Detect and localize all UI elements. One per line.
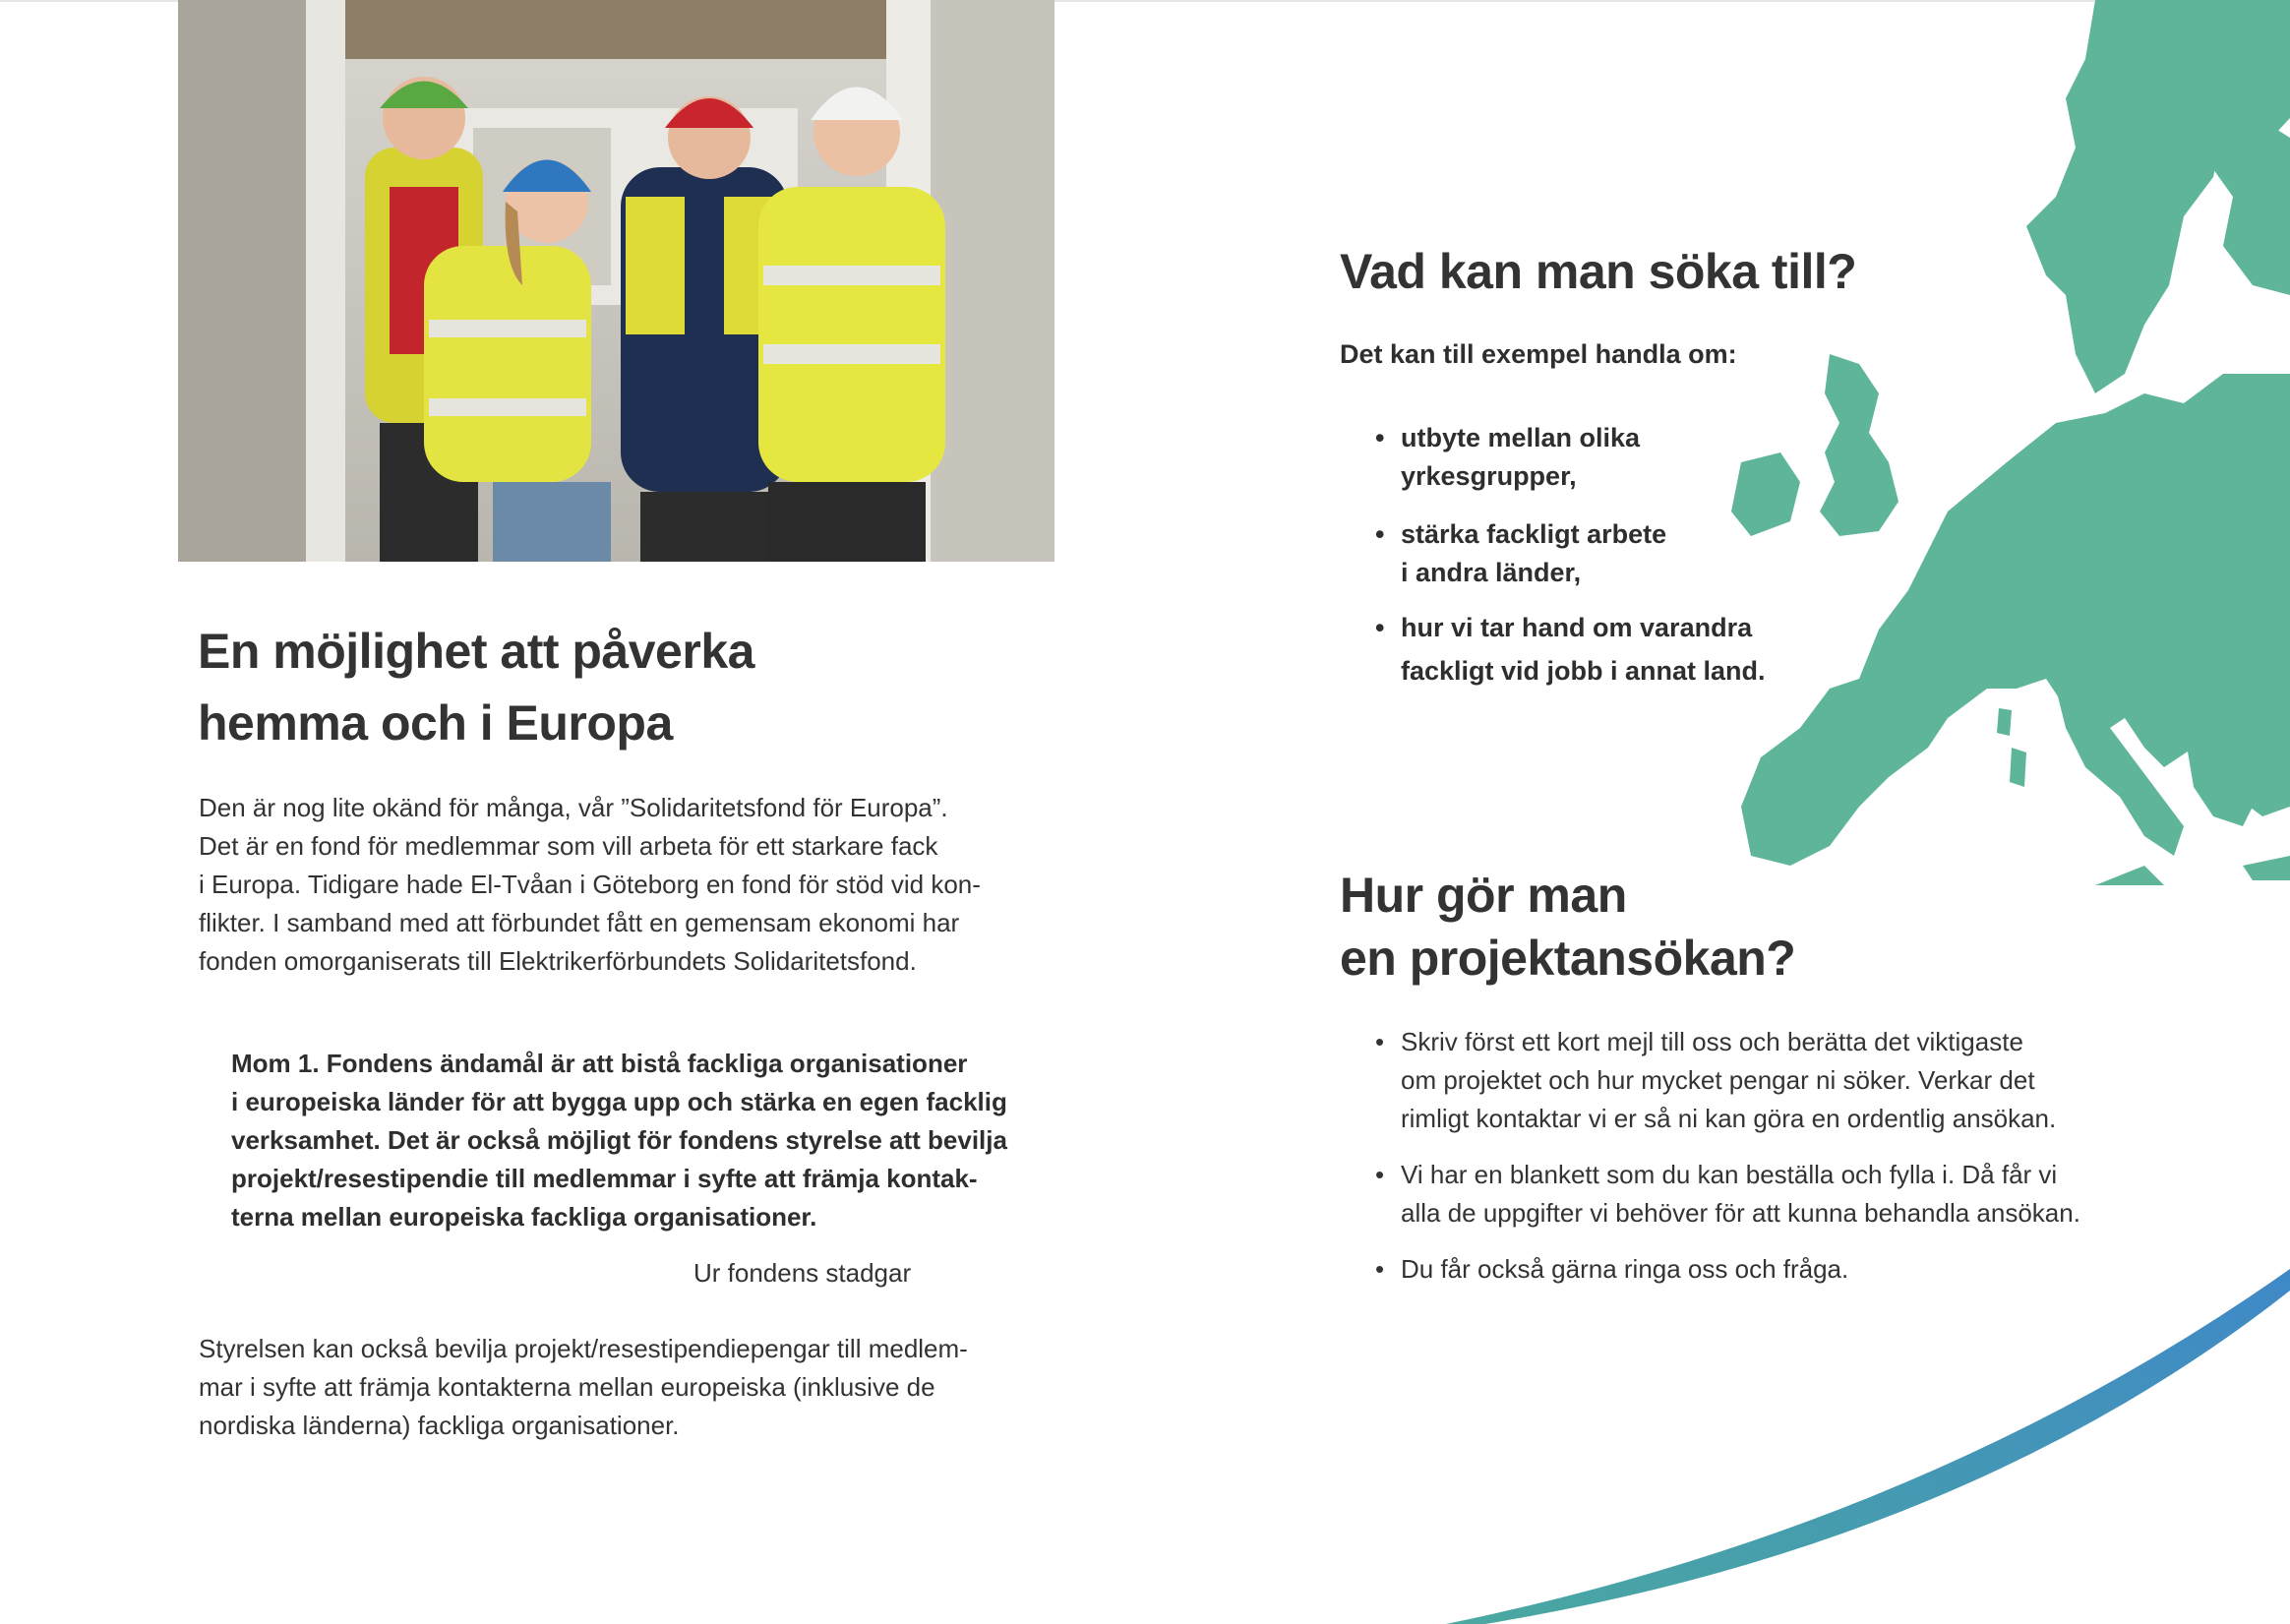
text-line: Styrelsen kan också bevilja projekt/resestipendiepengar till medlem- [199,1334,968,1363]
title-line: hemma och i Europa [198,695,673,751]
list-item [1375,419,1867,496]
text-line: i Europa. Tidigare hade El-Tvåan i Göteborg en fond för stöd vid kon- [199,870,981,899]
list-item-line: rimligt kontaktar vi er så ni kan göra en ordentlig ansökan. [1401,1104,2057,1133]
title-line: En möjlighet att påverka [198,624,754,679]
list-item [1375,606,1867,692]
text-line: nordiska länderna) fackliga organisationer. [199,1411,680,1440]
text-line: flikter. I samband med att förbundet fått en gemensam ekonomi har [199,908,960,937]
text-line: Den är nog lite okänd för många, vår ”Solidaritetsfond för Europa”. [199,793,948,822]
examples-list [1375,419,1867,712]
closing-paragraph [199,1330,1064,1445]
list-item-line: • stärka fackligt arbete [1401,519,1667,549]
quote-line: projekt/resestipendie till medlemmar i syfte att främja kontak- [231,1164,978,1193]
list-item-line: • hur vi tar hand om varandra [1401,613,1753,642]
list-item-line: fackligt vid jobb i annat land. [1401,656,1766,686]
list-item-line: • Vi har en blankett som du kan beställa och fylla i. Då får vi [1401,1160,2058,1189]
quote-line: terna mellan europeiska fackliga organisationer. [231,1202,817,1232]
list-item-line: • Skriv först ett kort mejl till oss och berätta det viktigaste [1401,1027,2023,1056]
list-item-line: om projektet och hur mycket pengar ni söker. Verkar det [1401,1065,2035,1095]
list-item [1375,1023,2162,1138]
workers-photo [178,0,1055,562]
list-item-line: alla de uppgifter vi behöver för att kunna behandla ansökan. [1401,1198,2080,1228]
list-item [1375,515,1867,592]
list-item [1375,1250,2162,1289]
list-item-line: • Du får också gärna ringa oss och fråga. [1401,1254,1849,1284]
title-line: en projektansökan? [1340,931,1796,986]
list-item-line: yrkesgrupper, [1401,461,1577,491]
quote-line: verksamhet. Det är också möjligt för fondens styrelse att bevilja [231,1125,1007,1155]
list-item-line: • utbyte mellan olika [1401,423,1641,452]
quote-source: Ur fondens stadgar [693,1258,912,1288]
text-line: mar i syfte att främja kontakterna mellan europeiska (inklusive de [199,1372,935,1402]
steps-list [1375,1023,2162,1306]
page-title-left [198,616,1083,759]
text-line: fonden omorganiserats till Elektrikerförbundets Solidaritetsfond. [199,946,917,976]
list-item-line: i andra länder, [1401,558,1582,587]
section-title-how [1340,864,1795,990]
quote-line: Mom 1. Fondens ändamål är att bistå fackliga organisationer [231,1049,968,1078]
text-line: Det är en fond för medlemmar som vill arbeta för ett starkare fack [199,831,938,861]
section-subtitle: Det kan till exempel handla om: [1340,339,1737,369]
title-line: Hur gör man [1340,868,1627,923]
section-title-what: Vad kan man söka till? [1340,244,1857,299]
intro-paragraph [199,789,1045,981]
statute-quote [231,1045,1038,1236]
list-item [1375,1156,2162,1233]
quote-line: i europeiska länder för att bygga upp och stärka en egen facklig [231,1087,1007,1116]
